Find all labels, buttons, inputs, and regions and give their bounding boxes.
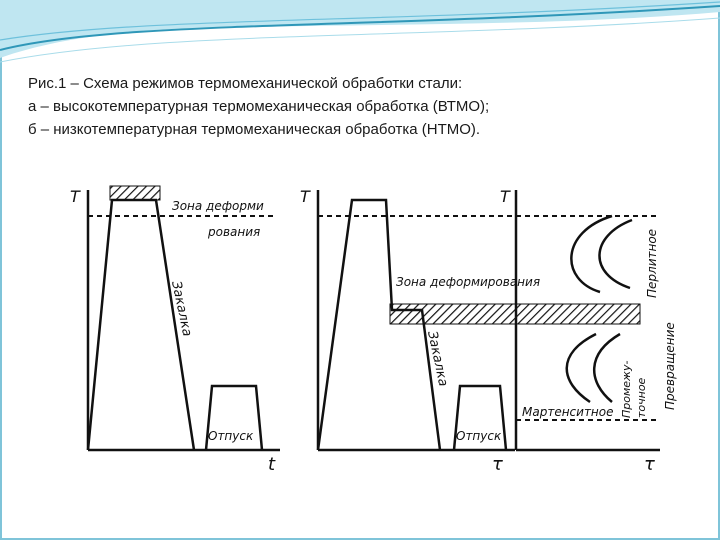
b-zone-label: Зона деформирования — [396, 275, 541, 289]
a-zone-label-1: Зона деформи — [172, 199, 264, 213]
c-bainite-curve-end — [594, 334, 620, 402]
c-intermediate-label-1: Промежу- — [620, 360, 633, 418]
a-temper-label: Отпуск — [208, 429, 254, 443]
diagram-a — [70, 186, 280, 475]
c-x-axis-label: τ — [644, 454, 655, 475]
c-y-axis-label: T — [500, 187, 510, 206]
caption-b: б – низкотемпературная термомеханическая обработка (НТМО). — [28, 121, 481, 138]
c-pearlite-label: Перлитное — [645, 228, 659, 298]
diagram-b — [300, 187, 640, 475]
caption-title: Рис.1 – Схема режимов термомеханической обработки стали: — [28, 75, 463, 92]
tmo-diagram — [60, 170, 680, 515]
figure-caption — [28, 72, 698, 141]
caption-a: а – высокотемпературная термомеханическая обработка (ВТМО); — [28, 98, 490, 115]
c-bainite-curve-start — [567, 334, 596, 402]
b-quench-label: Закалка — [424, 329, 451, 388]
b-y-axis-label: T — [300, 187, 310, 206]
c-intermediate-label-2: точное — [635, 377, 648, 418]
b-temper-label: Отпуск — [456, 429, 502, 443]
c-martensite-label: Мартенситное — [522, 405, 614, 419]
b-heating-quench-curve — [318, 200, 440, 450]
a-quench-label: Закалка — [168, 279, 195, 338]
c-pearlite-curve-end — [599, 220, 632, 288]
c-pearlite-curve-start — [571, 216, 612, 292]
b-x-axis-label: τ — [492, 454, 503, 475]
a-y-axis-label: T — [70, 187, 80, 206]
a-deformation-zone — [110, 186, 160, 200]
c-transform-label: Превращение — [663, 322, 677, 410]
a-zone-label-2: рования — [208, 225, 261, 239]
a-x-axis-label: t — [268, 454, 276, 475]
